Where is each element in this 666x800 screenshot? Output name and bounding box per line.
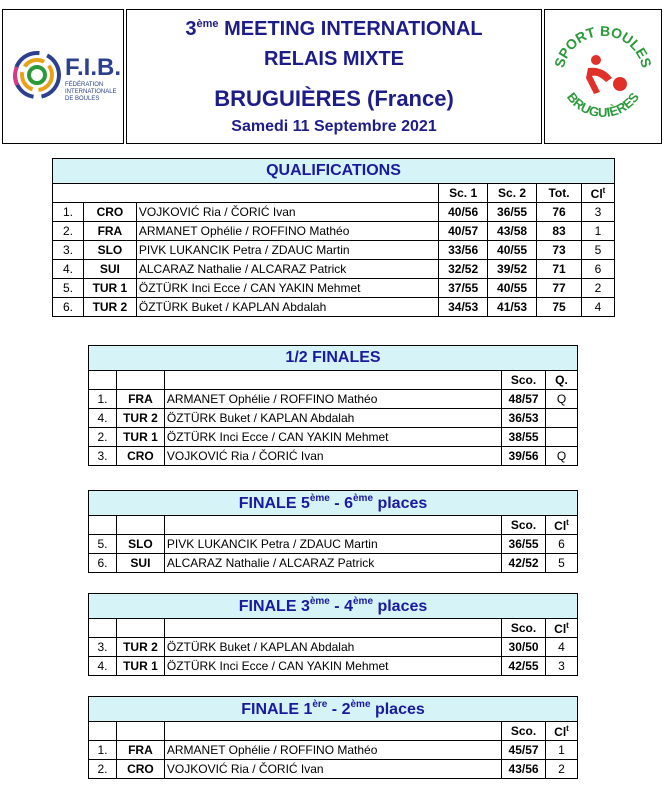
- players-cell: ÖZTÜRK Inci Ecce / CAN YAKIN Mehmet: [136, 279, 438, 298]
- score-cell: 42/52: [502, 554, 546, 573]
- sport-boules-logo-icon: [548, 16, 658, 136]
- final-5-6-title: FINALE 5ème - 6ème places: [89, 491, 578, 516]
- blank-cell: [116, 722, 164, 741]
- rank-cell: 1: [546, 741, 578, 760]
- rank-cell: 2: [581, 279, 614, 298]
- score2-cell: 43/58: [488, 222, 537, 241]
- blank-cell: [89, 722, 117, 741]
- players-cell: ÖZTÜRK Buket / KAPLAN Abdalah: [164, 409, 501, 428]
- total-cell: 75: [537, 298, 582, 317]
- team-cell: CRO: [116, 447, 164, 466]
- meeting-subtitle: RELAIS MIXTE: [263, 48, 404, 70]
- total-cell: 71: [537, 260, 582, 279]
- position-cell: 3.: [89, 638, 117, 657]
- team-cell: TUR 2: [116, 638, 164, 657]
- blank-cell: [116, 619, 164, 638]
- score1-cell: 40/57: [439, 222, 488, 241]
- score2-cell: 41/53: [488, 298, 537, 317]
- team-cell: FRA: [83, 222, 136, 241]
- team-cell: SUI: [83, 260, 136, 279]
- score-cell: 36/53: [502, 409, 546, 428]
- blank-cell: [116, 371, 164, 390]
- total-cell: 83: [537, 222, 582, 241]
- players-cell: ALCARAZ Nathalie / ALCARAZ Patrick: [164, 554, 501, 573]
- score-cell: 43/56: [502, 760, 546, 779]
- col-sc1: Sc. 1: [439, 184, 488, 203]
- qualified-cell: Q: [546, 390, 578, 409]
- table-row: [89, 447, 578, 466]
- position-cell: 4.: [89, 409, 117, 428]
- score-cell: 42/55: [502, 657, 546, 676]
- players-cell: ÖZTÜRK Inci Ecce / CAN YAKIN Mehmet: [164, 657, 501, 676]
- table-row: [53, 241, 615, 260]
- blank-cell: [116, 516, 164, 535]
- table-row: [53, 222, 615, 241]
- col-cl: Cl$^t$: [546, 516, 578, 535]
- players-cell: ÖZTÜRK Buket / KAPLAN Abdalah: [164, 638, 501, 657]
- team-cell: SUI: [116, 554, 164, 573]
- svg-text:SPORT BOULES: SPORT BOULES: [551, 22, 655, 70]
- qualifications-table: [52, 158, 615, 317]
- score-cell: 30/50: [502, 638, 546, 657]
- players-cell: VOJKOVIĆ Ria / ČORIĆ Ivan: [164, 760, 501, 779]
- total-cell: 73: [537, 241, 582, 260]
- table-row: [89, 760, 578, 779]
- final-1-2-title: FINALE 1ère - 2ème places: [89, 697, 578, 722]
- score1-cell: 37/55: [439, 279, 488, 298]
- fib-name-line2: INTERNATIONALE: [65, 89, 117, 95]
- rank-cell: 5: [546, 554, 578, 573]
- col-sco: Sco.: [502, 516, 546, 535]
- blank-cell: [164, 516, 501, 535]
- position-cell: 5.: [53, 279, 84, 298]
- rank-cell: 4: [546, 638, 578, 657]
- meeting-date: Samedi 11 Septembre 2021: [231, 118, 437, 135]
- blank-cell: [164, 371, 501, 390]
- table-row: [89, 638, 578, 657]
- rank-cell: 1: [581, 222, 614, 241]
- score-cell: 39/56: [502, 447, 546, 466]
- team-cell: TUR 2: [83, 298, 136, 317]
- players-cell: ARMANET Ophélie / ROFFINO Mathéo: [164, 390, 501, 409]
- table-row: [89, 409, 578, 428]
- position-cell: 6.: [53, 298, 84, 317]
- score2-cell: 40/55: [488, 241, 537, 260]
- score2-cell: 40/55: [488, 279, 537, 298]
- total-cell: 77: [537, 279, 582, 298]
- meeting-title: 3ème MEETING INTERNATIONAL: [185, 18, 483, 40]
- rank-cell: 6: [581, 260, 614, 279]
- position-cell: 2.: [53, 222, 84, 241]
- team-cell: TUR 1: [116, 657, 164, 676]
- players-cell: ARMANET Ophélie / ROFFINO Mathéo: [136, 222, 438, 241]
- col-cl: Cl$^t$: [546, 619, 578, 638]
- rank-cell: 3: [546, 657, 578, 676]
- col-q: Q.: [546, 371, 578, 390]
- table-row: [53, 298, 615, 317]
- team-cell: TUR 1: [116, 428, 164, 447]
- team-cell: FRA: [116, 390, 164, 409]
- fib-abbr: F.I.B.: [65, 54, 122, 81]
- players-cell: PIVK LUKANCIK Petra / ZDAUC Martin: [164, 535, 501, 554]
- position-cell: 4.: [89, 657, 117, 676]
- blank-header-cell: [53, 184, 439, 203]
- table-row: [89, 390, 578, 409]
- semifinals-table: [88, 345, 578, 466]
- position-cell: 2.: [89, 760, 117, 779]
- rank-cell: 2: [546, 760, 578, 779]
- score1-cell: 40/56: [439, 203, 488, 222]
- team-cell: CRO: [83, 203, 136, 222]
- final-3-4-table: [88, 593, 578, 676]
- team-cell: TUR 1: [83, 279, 136, 298]
- col-cl: Cl$^t$: [581, 184, 614, 203]
- position-cell: 4.: [53, 260, 84, 279]
- fib-name-line1: FÉDÉRATION: [65, 82, 104, 88]
- rank-cell: 3: [581, 203, 614, 222]
- semifinals-title: 1/2 FINALES: [89, 346, 578, 371]
- col-tot: Tot.: [537, 184, 582, 203]
- table-row: [89, 535, 578, 554]
- total-cell: 76: [537, 203, 582, 222]
- qualified-cell: [546, 428, 578, 447]
- final-1-2-table: [88, 696, 578, 779]
- final-3-4-title: FINALE 3ème - 4ème places: [89, 594, 578, 619]
- table-row: [89, 428, 578, 447]
- table-row: [53, 279, 615, 298]
- position-cell: 3.: [53, 241, 84, 260]
- players-cell: VOJKOVIĆ Ria / ČORIĆ Ivan: [136, 203, 438, 222]
- players-cell: VOJKOVIĆ Ria / ČORIĆ Ivan: [164, 447, 501, 466]
- qualifications-title: QUALIFICATIONS: [53, 159, 615, 184]
- blank-cell: [164, 722, 501, 741]
- position-cell: 1.: [89, 741, 117, 760]
- col-cl: Cl$^t$: [546, 722, 578, 741]
- rank-cell: 6: [546, 535, 578, 554]
- document-header: [2, 9, 662, 146]
- final-5-6-table: [88, 490, 578, 573]
- blank-cell: [89, 619, 117, 638]
- score2-cell: 39/52: [488, 260, 537, 279]
- table-row: [89, 741, 578, 760]
- score2-cell: 36/55: [488, 203, 537, 222]
- club-logo-box: [544, 9, 662, 144]
- title-box: [126, 9, 542, 144]
- col-sc2: Sc. 2: [488, 184, 537, 203]
- players-cell: ÖZTÜRK Buket / KAPLAN Abdalah: [136, 298, 438, 317]
- position-cell: 3.: [89, 447, 117, 466]
- position-cell: 1.: [53, 203, 84, 222]
- players-cell: ÖZTÜRK Inci Ecce / CAN YAKIN Mehmet: [164, 428, 501, 447]
- players-cell: ALCARAZ Nathalie / ALCARAZ Patrick: [136, 260, 438, 279]
- qualified-cell: [546, 409, 578, 428]
- table-row: [89, 554, 578, 573]
- table-row: [53, 260, 615, 279]
- table-row: [89, 657, 578, 676]
- meeting-city: BRUGUIÈRES (France): [214, 86, 454, 111]
- score-cell: 48/57: [502, 390, 546, 409]
- score1-cell: 33/56: [439, 241, 488, 260]
- svg-text:BRUGUIÈRES: BRUGUIÈRES: [564, 89, 642, 121]
- score1-cell: 32/52: [439, 260, 488, 279]
- blank-cell: [89, 516, 117, 535]
- team-cell: TUR 2: [116, 409, 164, 428]
- col-sco: Sco.: [502, 619, 546, 638]
- players-cell: PIVK LUKANCIK Petra / ZDAUC Martin: [136, 241, 438, 260]
- position-cell: 5.: [89, 535, 117, 554]
- fib-name-line3: DE BOULES: [65, 96, 100, 102]
- col-sco: Sco.: [502, 722, 546, 741]
- blank-cell: [164, 619, 501, 638]
- team-cell: CRO: [116, 760, 164, 779]
- players-cell: ARMANET Ophélie / ROFFINO Mathéo: [164, 741, 501, 760]
- fib-logo-box: [2, 9, 124, 144]
- position-cell: 2.: [89, 428, 117, 447]
- rank-cell: 5: [581, 241, 614, 260]
- fib-logo-icon: [11, 45, 61, 105]
- score1-cell: 34/53: [439, 298, 488, 317]
- team-cell: SLO: [83, 241, 136, 260]
- col-sco: Sco.: [502, 371, 546, 390]
- blank-cell: [89, 371, 117, 390]
- score-cell: 45/57: [502, 741, 546, 760]
- position-cell: 1.: [89, 390, 117, 409]
- score-cell: 36/55: [502, 535, 546, 554]
- table-row: [53, 203, 615, 222]
- team-cell: FRA: [116, 741, 164, 760]
- score-cell: 38/55: [502, 428, 546, 447]
- position-cell: 6.: [89, 554, 117, 573]
- qualified-cell: Q: [546, 447, 578, 466]
- team-cell: SLO: [116, 535, 164, 554]
- rank-cell: 4: [581, 298, 614, 317]
